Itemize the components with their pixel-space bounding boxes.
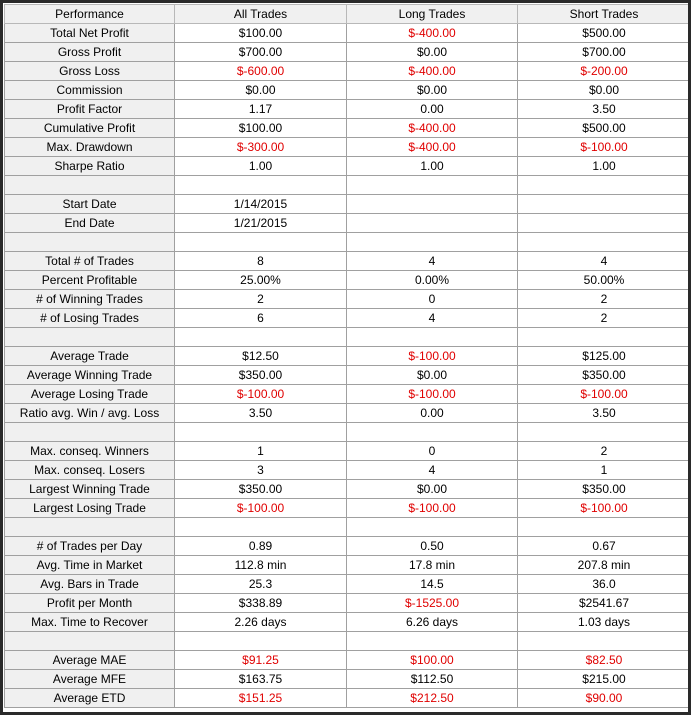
performance-table [4,4,691,708]
table-row [5,499,691,518]
cell-short-trades [518,632,691,651]
header-row [5,5,691,24]
table-row [5,594,691,613]
row-label: Profit Factor [5,100,175,119]
cell-all-trades: $100.00 [175,24,347,43]
separator-row [5,233,691,252]
cell-all-trades: $350.00 [175,480,347,499]
cell-all-trades: $-300.00 [175,138,347,157]
cell-short-trades [518,195,691,214]
cell-long-trades [347,632,518,651]
column-header-short-trades[interactable]: Short Trades [518,5,691,24]
cell-short-trades: 36.0 [518,575,691,594]
row-label: Start Date [5,195,175,214]
cell-short-trades: 2 [518,442,691,461]
cell-all-trades [175,423,347,442]
cell-short-trades: 0.67 [518,537,691,556]
cell-long-trades: 0.00 [347,100,518,119]
cell-all-trades: 1/14/2015 [175,195,347,214]
cell-long-trades: $0.00 [347,366,518,385]
cell-all-trades: 0.89 [175,537,347,556]
table-row [5,138,691,157]
cell-short-trades [518,176,691,195]
cell-long-trades: $-100.00 [347,347,518,366]
cell-all-trades [175,176,347,195]
row-label: Average Winning Trade [5,366,175,385]
cell-short-trades: 3.50 [518,100,691,119]
cell-short-trades: $500.00 [518,119,691,138]
row-label: Gross Loss [5,62,175,81]
table-row [5,309,691,328]
row-label: Avg. Time in Market [5,556,175,575]
cell-long-trades: 4 [347,309,518,328]
table-row [5,480,691,499]
cell-all-trades [175,233,347,252]
cell-all-trades: 3 [175,461,347,480]
row-label: Average ETD [5,689,175,708]
cell-all-trades: $163.75 [175,670,347,689]
cell-all-trades: 2.26 days [175,613,347,632]
cell-short-trades: 50.00% [518,271,691,290]
cell-short-trades: 3.50 [518,404,691,423]
row-label: Cumulative Profit [5,119,175,138]
cell-short-trades: $350.00 [518,366,691,385]
cell-long-trades: 0.50 [347,537,518,556]
column-header-performance[interactable]: Performance [5,5,175,24]
cell-long-trades: $-400.00 [347,24,518,43]
row-label: End Date [5,214,175,233]
cell-all-trades: $338.89 [175,594,347,613]
row-label [5,423,175,442]
separator-row [5,176,691,195]
row-label [5,632,175,651]
cell-short-trades: $-100.00 [518,385,691,404]
cell-long-trades: $212.50 [347,689,518,708]
cell-short-trades: 2 [518,309,691,328]
cell-long-trades: 0.00% [347,271,518,290]
row-label: Max. Time to Recover [5,613,175,632]
table-row [5,366,691,385]
row-label: Largest Winning Trade [5,480,175,499]
cell-long-trades [347,214,518,233]
row-label: Average MAE [5,651,175,670]
cell-all-trades [175,632,347,651]
table-row [5,271,691,290]
cell-long-trades: 0.00 [347,404,518,423]
row-label: Average Trade [5,347,175,366]
table-row [5,24,691,43]
cell-short-trades [518,233,691,252]
cell-long-trades [347,518,518,537]
cell-long-trades: 0 [347,442,518,461]
cell-all-trades: $12.50 [175,347,347,366]
row-label: Avg. Bars in Trade [5,575,175,594]
cell-all-trades: $-100.00 [175,385,347,404]
row-label: Max. Drawdown [5,138,175,157]
cell-short-trades: 1 [518,461,691,480]
cell-short-trades: $90.00 [518,689,691,708]
cell-long-trades [347,195,518,214]
cell-short-trades: 1.00 [518,157,691,176]
cell-long-trades: $0.00 [347,480,518,499]
cell-long-trades: $-100.00 [347,499,518,518]
cell-all-trades: 112.8 min [175,556,347,575]
row-label: Gross Profit [5,43,175,62]
row-label: Total # of Trades [5,252,175,271]
table-row [5,157,691,176]
cell-long-trades [347,423,518,442]
cell-all-trades: 6 [175,309,347,328]
cell-short-trades: 207.8 min [518,556,691,575]
cell-short-trades: $350.00 [518,480,691,499]
cell-long-trades: $-400.00 [347,119,518,138]
row-label [5,328,175,347]
table-row [5,252,691,271]
row-label [5,176,175,195]
cell-long-trades: 4 [347,252,518,271]
row-label: Average MFE [5,670,175,689]
cell-all-trades: 1 [175,442,347,461]
cell-long-trades: $-400.00 [347,138,518,157]
table-row [5,651,691,670]
table-row [5,195,691,214]
cell-all-trades: 1/21/2015 [175,214,347,233]
cell-short-trades: 4 [518,252,691,271]
cell-long-trades [347,233,518,252]
separator-row [5,632,691,651]
table-row [5,575,691,594]
column-header-all-trades[interactable]: All Trades [175,5,347,24]
separator-row [5,328,691,347]
cell-all-trades [175,518,347,537]
cell-all-trades: $350.00 [175,366,347,385]
table-row [5,290,691,309]
cell-short-trades: $215.00 [518,670,691,689]
cell-long-trades: $112.50 [347,670,518,689]
cell-all-trades: $151.25 [175,689,347,708]
cell-all-trades: 25.3 [175,575,347,594]
cell-long-trades: 17.8 min [347,556,518,575]
cell-short-trades: $2541.67 [518,594,691,613]
cell-all-trades: $91.25 [175,651,347,670]
cell-long-trades: $-400.00 [347,62,518,81]
cell-long-trades: $-1525.00 [347,594,518,613]
cell-long-trades: $0.00 [347,81,518,100]
row-label: Largest Losing Trade [5,499,175,518]
cell-long-trades: 4 [347,461,518,480]
separator-row [5,518,691,537]
table-row [5,556,691,575]
cell-short-trades: $500.00 [518,24,691,43]
table-row [5,442,691,461]
cell-long-trades: 0 [347,290,518,309]
cell-short-trades: $-100.00 [518,499,691,518]
cell-all-trades: 3.50 [175,404,347,423]
row-label: Percent Profitable [5,271,175,290]
cell-all-trades: 1.00 [175,157,347,176]
cell-short-trades [518,328,691,347]
cell-short-trades: 1.03 days [518,613,691,632]
cell-all-trades: $-600.00 [175,62,347,81]
cell-short-trades [518,214,691,233]
cell-short-trades: $-100.00 [518,138,691,157]
table-row [5,347,691,366]
cell-long-trades: 1.00 [347,157,518,176]
cell-all-trades: 8 [175,252,347,271]
table-row [5,214,691,233]
table-row [5,119,691,138]
cell-all-trades: 1.17 [175,100,347,119]
cell-long-trades [347,328,518,347]
table-row [5,62,691,81]
table-row [5,670,691,689]
table-row [5,613,691,632]
cell-long-trades: $0.00 [347,43,518,62]
cell-all-trades: $0.00 [175,81,347,100]
cell-short-trades [518,423,691,442]
row-label: # of Trades per Day [5,537,175,556]
column-header-long-trades[interactable]: Long Trades [347,5,518,24]
cell-short-trades [518,518,691,537]
cell-all-trades: 2 [175,290,347,309]
table-row [5,537,691,556]
cell-long-trades: $-100.00 [347,385,518,404]
row-label: Commission [5,81,175,100]
table-row [5,43,691,62]
row-label: # of Losing Trades [5,309,175,328]
row-label: Max. conseq. Losers [5,461,175,480]
table-row [5,385,691,404]
row-label: Total Net Profit [5,24,175,43]
table-row [5,100,691,119]
cell-long-trades: 14.5 [347,575,518,594]
cell-short-trades: $82.50 [518,651,691,670]
row-label [5,518,175,537]
row-label: Profit per Month [5,594,175,613]
row-label: Max. conseq. Winners [5,442,175,461]
cell-long-trades: 6.26 days [347,613,518,632]
cell-all-trades [175,328,347,347]
cell-all-trades: $700.00 [175,43,347,62]
table-row [5,689,691,708]
cell-short-trades: $0.00 [518,81,691,100]
cell-short-trades: $-200.00 [518,62,691,81]
separator-row [5,423,691,442]
table-row [5,81,691,100]
row-label [5,233,175,252]
cell-all-trades: $-100.00 [175,499,347,518]
row-label: Sharpe Ratio [5,157,175,176]
table-row [5,461,691,480]
table-row [5,404,691,423]
cell-long-trades [347,176,518,195]
cell-all-trades: 25.00% [175,271,347,290]
row-label: Ratio avg. Win / avg. Loss [5,404,175,423]
cell-short-trades: $125.00 [518,347,691,366]
row-label: Average Losing Trade [5,385,175,404]
cell-long-trades: $100.00 [347,651,518,670]
cell-short-trades: $700.00 [518,43,691,62]
cell-all-trades: $100.00 [175,119,347,138]
cell-short-trades: 2 [518,290,691,309]
row-label: # of Winning Trades [5,290,175,309]
